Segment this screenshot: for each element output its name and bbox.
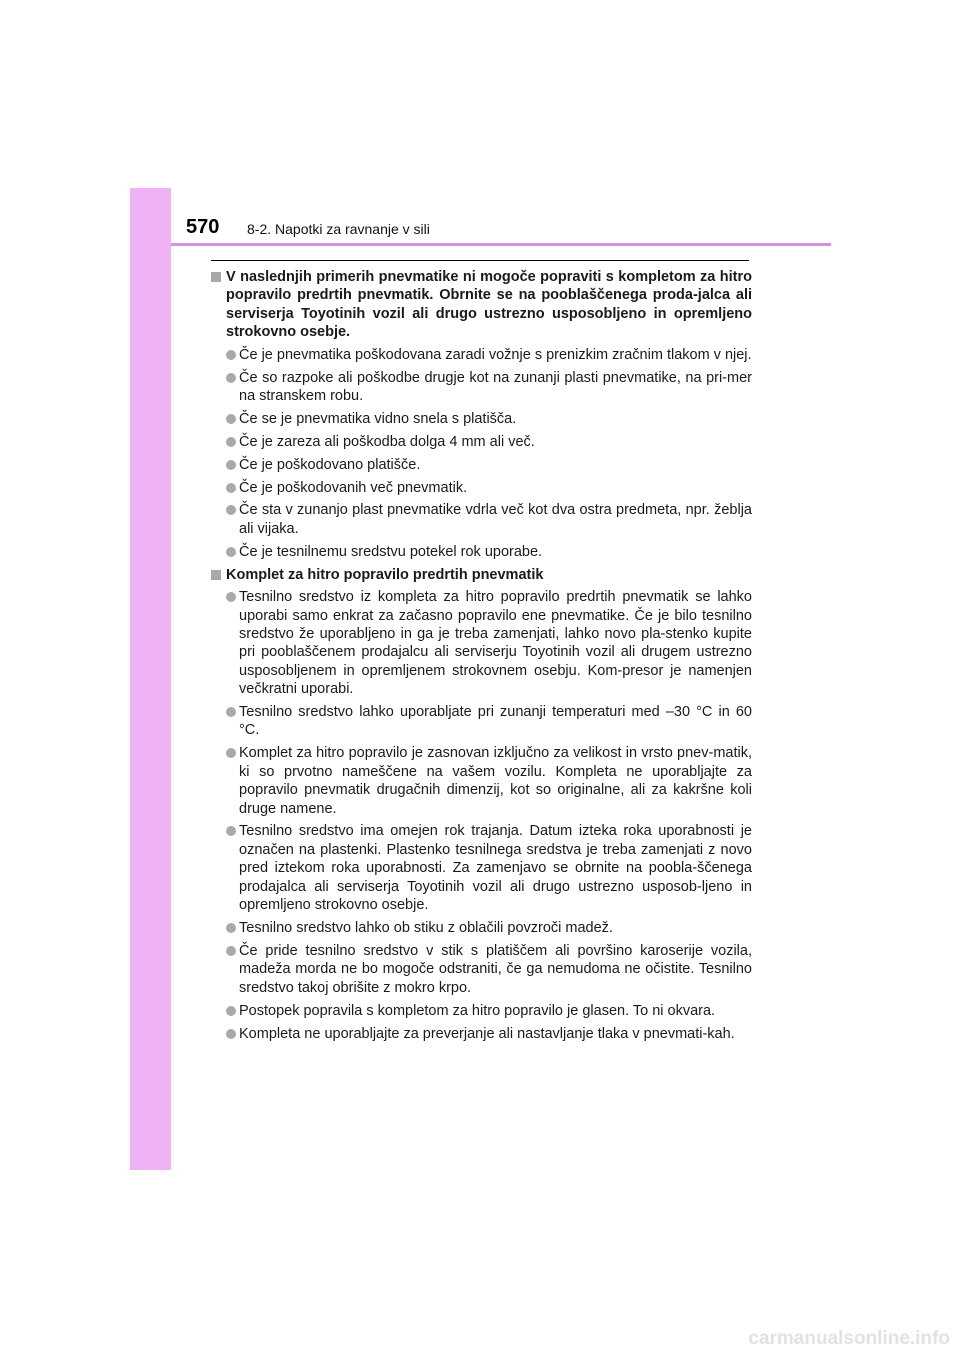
round-bullet-icon	[226, 460, 236, 470]
list-item-text: Tesnilno sredstvo lahko uporabljate pri zunanji temperaturi med –30 °C in 60 °C.	[239, 704, 752, 739]
round-bullet-icon	[226, 483, 236, 493]
list-item	[226, 369, 752, 406]
list-item-text: Postopek popravila s kompletom za hitro popravilo je glasen. To ni okvara.	[239, 1002, 716, 1019]
list-item	[226, 942, 752, 997]
list-item-text: Tesnilno sredstvo lahko ob stiku z oblačili povzroči madež.	[239, 920, 613, 936]
list-item	[226, 501, 752, 538]
round-bullet-icon	[226, 350, 236, 360]
list-item-text: Če so razpoke ali poškodbe drugje kot na zunanji plasti pnevmatike, na pri-mer na stranskem robu.	[239, 369, 752, 404]
list-item-text: Če je poškodovano platišče.	[239, 456, 421, 473]
section-heading: V naslednjih primerih pnevmatike ni mogoče popraviti s kompletom za hitro popravilo predrtih pnevmatik. Obrnite se na pooblaščenega proda-jalca ali serviserja Toyotinih vozil ali drugo ustrezno usposobljeno in opremljeno strokovno osebje.	[226, 269, 752, 341]
list-item	[226, 588, 752, 698]
round-bullet-icon	[226, 547, 236, 557]
section-heading: Komplet za hitro popravilo predrtih pnevmatik	[226, 566, 544, 583]
square-bullet-icon	[211, 570, 221, 580]
list-item-text: Tesnilno sredstvo iz kompleta za hitro popravilo predrtih pnevmatik se lahko uporabi samo enkrat za začasno popravilo ene pnevmatike. Če je bilo tesnilno sredstvo že uporabljeno in ga je treba zamenjati, lahko novo pla-stenko kupite pri pooblaščenem prodajalcu ali serviserju Toyotinih vozil ali drugem ustrezno usposobljenem in opremljenem strokovnem osebju. Kom-presor je namenjen večkratni uporabi.	[239, 589, 752, 698]
list-item-text: Če pride tesnilno sredstvo v stik s platiščem ali površino karoserije vozila, madeža morda ne bo mogoče odstraniti, če ga nemudoma ne očistite. Tesnilno sredstvo takoj obrišite z mokro krpo.	[239, 942, 752, 996]
square-bullet-icon	[211, 272, 221, 282]
header-rule	[171, 243, 831, 246]
list-item	[226, 543, 752, 561]
list-item	[226, 703, 752, 740]
list-item	[226, 456, 752, 474]
list-item	[226, 410, 752, 428]
round-bullet-icon	[226, 592, 236, 602]
section-untreatable-cases	[211, 268, 752, 561]
chapter-side-band	[130, 188, 171, 1170]
list-item	[226, 1002, 752, 1020]
list-item	[226, 346, 752, 364]
list-item-text: Če je tesnilnemu sredstvu potekel rok uporabe.	[239, 543, 543, 560]
round-bullet-icon	[226, 946, 236, 956]
list-item-text: Komplet za hitro popravilo je zasnovan izključno za velikost in vrsto pnev-matik, ki so prvotno nameščene na vašem vozilu. Kompleta ne uporabljajte za popravilo pnevmatik drugačnih dimenzij, kot so originalne, ali za kakršne koli druge namene.	[239, 745, 752, 817]
list-item-text: Če se je pnevmatika vidno snela s platišča.	[239, 410, 517, 427]
list-item-text: Tesnilno sredstvo ima omejen rok trajanja. Datum izteka roka uporabnosti je označen na plastenki. Plastenko tesnilnega sredstva je treba zamenjati z novo pred iztekom roka uporabnosti. Za zamenjavo se obrnite na poobla-ščenega prodajalca ali serviserja Toyotinih vozil ali drugo ustrezno usposob-ljeno in opremljeno strokovno osebje.	[239, 823, 752, 914]
round-bullet-icon	[226, 373, 236, 383]
round-bullet-icon	[226, 1029, 236, 1039]
round-bullet-icon	[226, 505, 236, 515]
page-content	[211, 268, 752, 1047]
content-rule	[211, 260, 749, 261]
round-bullet-icon	[226, 1006, 236, 1016]
round-bullet-icon	[226, 826, 236, 836]
chapter-title: 8-2. Napotki za ravnanje v sili	[247, 221, 430, 237]
round-bullet-icon	[226, 414, 236, 424]
list-item	[226, 433, 752, 451]
list-item-text: Če je zareza ali poškodba dolga 4 mm ali več.	[239, 433, 535, 450]
round-bullet-icon	[226, 437, 236, 447]
round-bullet-icon	[226, 748, 236, 758]
page-number: 570	[186, 216, 220, 238]
list-item-text: Če je pnevmatika poškodovana zaradi vožnje s prenizkim zračnim tlakom v njej.	[239, 346, 752, 363]
list-item	[226, 1025, 752, 1043]
watermark: carmanualsonline.info	[748, 1328, 950, 1349]
round-bullet-icon	[226, 923, 236, 933]
section-repair-kit	[211, 566, 752, 1043]
list-item	[226, 479, 752, 497]
list-item	[226, 744, 752, 818]
list-item	[226, 822, 752, 914]
round-bullet-icon	[226, 707, 236, 717]
list-item-text: Kompleta ne uporabljajte za preverjanje ali nastavljanje tlaka v pnevmati-kah.	[239, 1025, 735, 1042]
list-item-text: Če sta v zunanjo plast pnevmatike vdrla več kot dva ostra predmeta, npr. žeblja ali vijaka.	[239, 502, 752, 537]
list-item-text: Če je poškodovanih več pnevmatik.	[239, 479, 468, 496]
list-item	[226, 919, 752, 937]
